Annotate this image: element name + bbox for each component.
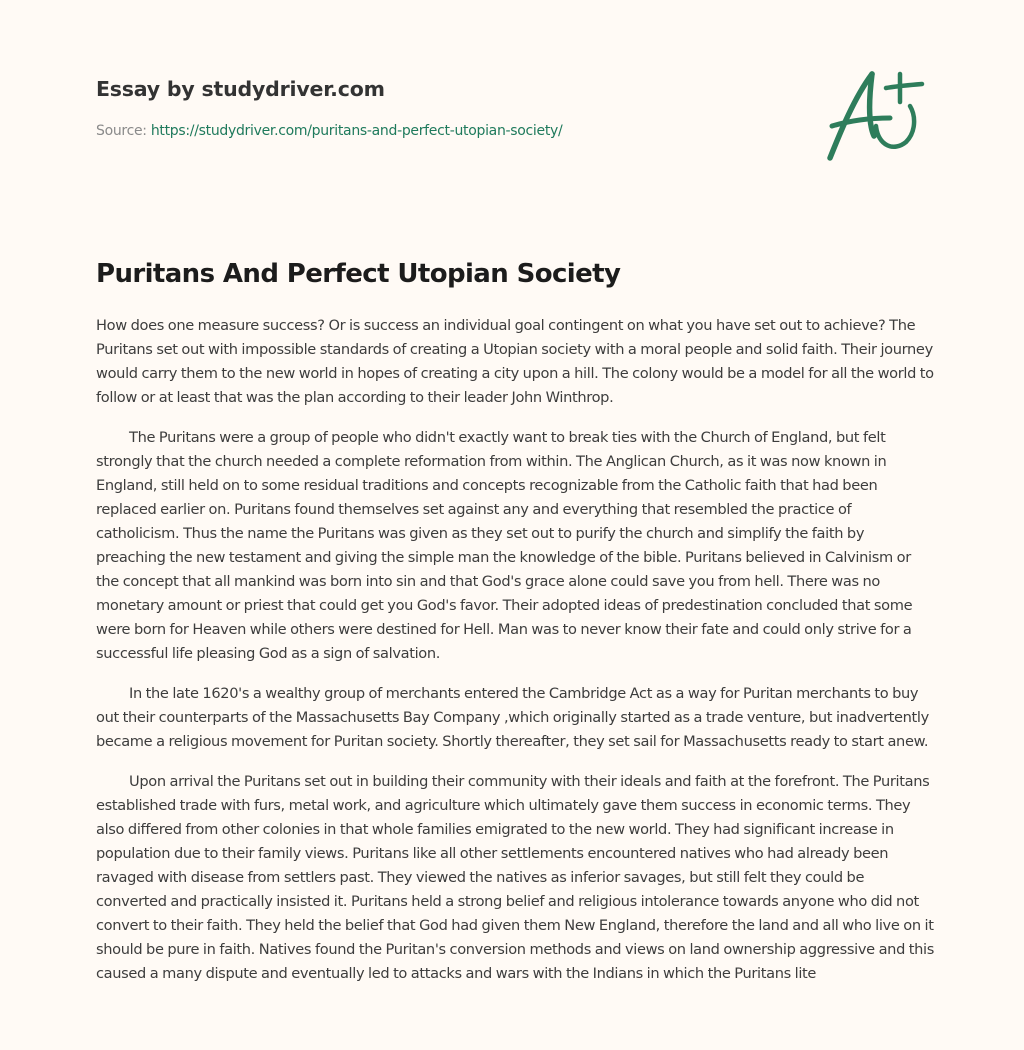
brand-title: Essay by studydriver.com (96, 77, 385, 101)
article-title: Puritans And Perfect Utopian Society (96, 259, 621, 289)
a-plus-grade-icon (822, 68, 932, 166)
essay-paragraph: The Puritans were a group of people who didn't exactly want to break ties with the Church of England, but felt strongly that the church needed a complete reformation from within. The Anglican Church, as it was now known in England, still held on to some residual traditions and concepts recognizable from the Catholic faith that had been replaced earlier on. Puritans found themselves set against any and everything that resembled the practice of catholicism. Thus the name the Puritans was given as they set out to purify the church and simplify the faith by preaching the new testament and giving the simple man the knowledge of the bible. Puritans believed in Calvinism or the concept that all mankind was born into sin and that God's grace alone could save you from hell. There was no monetary amount or priest that could get you God's favor. Their adopted ideas of predestination concluded that some were born for Heaven while others were destined for Hell. Man was to never know their fate and could only strive for a successful life pleasing God as a sign of salvation. (96, 429, 913, 662)
essay-paragraph: In the late 1620's a wealthy group of merchants entered the Cambridge Act as a way for Puritan merchants to buy out their counterparts of the Massachusetts Bay Company ,which originally started as a trade venture, but inadvertently became a religious movement for Puritan society. Shortly thereafter, they set sail for Massachusetts ready to start anew. (96, 685, 929, 750)
essay-paragraph: How does one measure success? Or is success an individual goal contingent on what you have set out to achieve? The Puritans set out with impossible standards of creating a Utopian society with a moral people and solid faith. Their journey would carry them to the new world in hopes of creating a city upon a hill. The colony would be a model for all the world to follow or at least that was the plan according to their leader John Winthrop. (96, 317, 934, 406)
source-line (96, 121, 928, 141)
page-header (96, 74, 928, 141)
essay-body (96, 314, 936, 1002)
essay-paragraph: Upon arrival the Puritans set out in building their community with their ideals and faith at the forefront. The Puritans established trade with furs, metal work, and agriculture which ultimately gave them success in economic terms. They also differed from other colonies in that whole families emigrated to the new world. They had significant increase in population due to their family views. Puritans like all other settlements encountered natives who had already been ravaged with disease from settlers past. They viewed the natives as inferior savages, but still felt they could be converted and practically insisted it. Puritans held a strong belief and religious intolerance towards anyone who did not convert to their faith. They held the belief that God had given them New England, therefore the land and all who live on it should be pure in faith. Natives found the Puritan's conversion methods and views on land ownership aggressive and this caused a many dispute and eventually led to attacks and wars with the Indians in which the Puritans lite (96, 773, 934, 982)
source-label: Source: (96, 123, 147, 139)
source-link[interactable]: https://studydriver.com/puritans-and-perfect-utopian-society/ (150, 123, 563, 139)
